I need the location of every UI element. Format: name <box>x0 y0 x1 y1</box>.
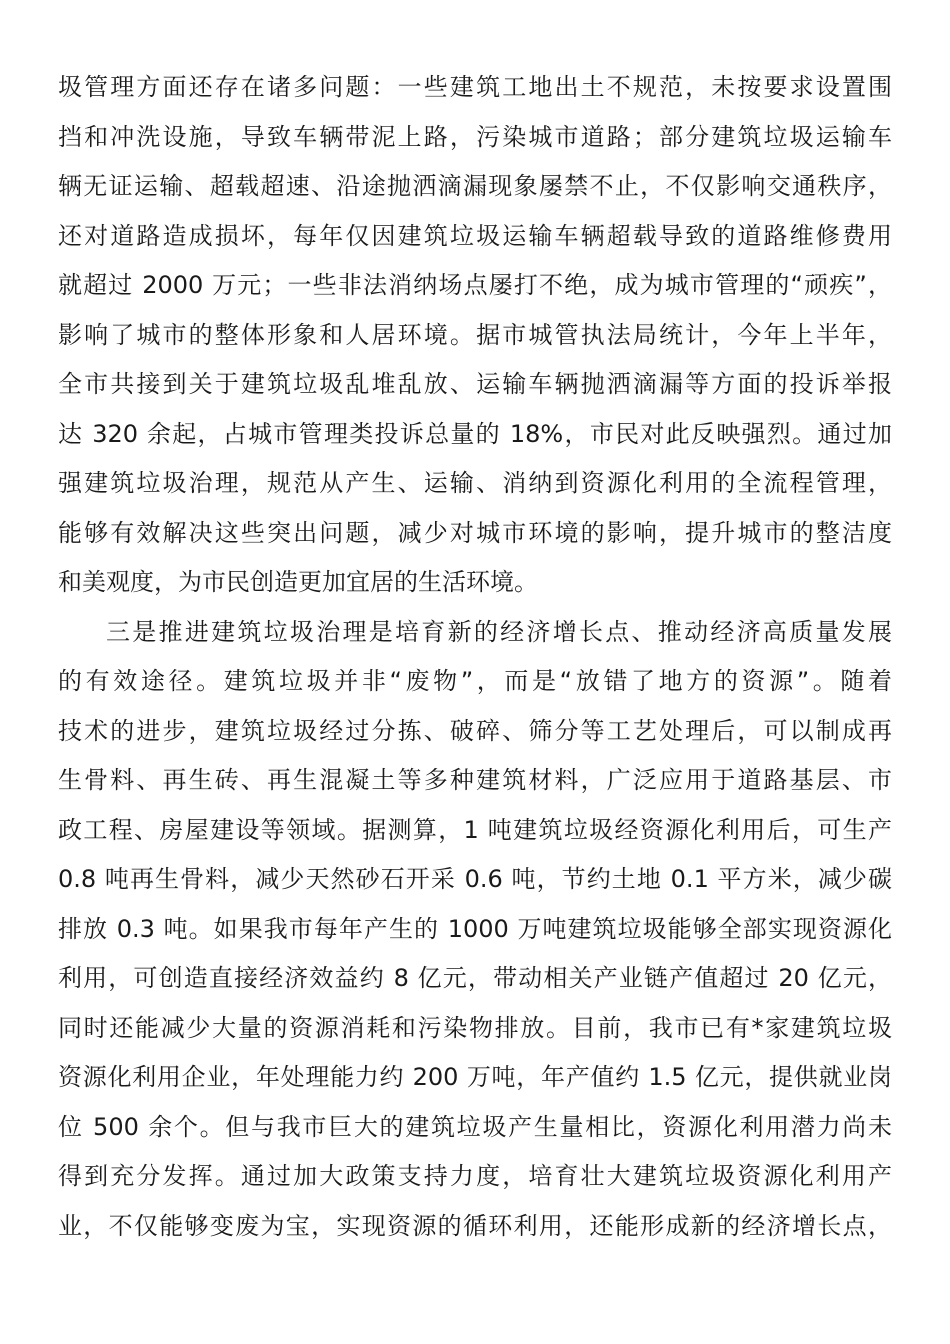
text-line: 排放 0.3 吨。如果我市每年产生的 1000 万吨建筑垃圾能够全部实现资源化 <box>58 914 892 943</box>
body-text <box>58 63 892 1251</box>
text-line: 技术的进步，建筑垃圾经过分拣、破碎、筛分等工艺处理后，可以制成再 <box>58 716 892 745</box>
text-line: 资源化利用企业，年处理能力约 200 万吨，年产值约 1.5 亿元，提供就业岗 <box>58 1063 892 1091</box>
text-line: 0.8 吨再生骨料，减少天然砂石开采 0.6 吨，节约土地 0.1 平方米，减少碳 <box>58 865 892 893</box>
text-line: 强建筑垃圾治理，规范从产生、运输、消纳到资源化利用的全流程管理， <box>58 469 892 497</box>
text-line: 三是推进建筑垃圾治理是培育新的经济增长点、推动经济高质量发展 <box>106 617 892 646</box>
text-line: 同时还能减少大量的资源消耗和污染物排放。目前，我市已有*家建筑垃圾 <box>58 1013 892 1042</box>
text-line: 能够有效解决这些突出问题，减少对城市环境的影响，提升城市的整洁度 <box>58 518 892 547</box>
text-line: 挡和冲洗设施，导致车辆带泥上路，污染城市道路；部分建筑垃圾运输车 <box>58 122 892 151</box>
text-line: 生骨料、再生砖、再生混凝土等多种建筑材料，广泛应用于道路基层、市 <box>58 766 892 794</box>
text-line: 得到充分发挥。通过加大政策支持力度，培育壮大建筑垃圾资源化利用产 <box>58 1162 892 1190</box>
paragraph-2 <box>58 608 892 1252</box>
text-line: 的有效途径。建筑垃圾并非“废物”，而是“放错了地方的资源”。随着 <box>58 667 892 695</box>
text-line: 还对道路造成损坏，每年仅因建筑垃圾运输车辆超载导致的道路维修费用 <box>58 221 892 250</box>
text-line: 辆无证运输、超载超速、沿途抛洒滴漏现象屡禁不止，不仅影响交通秩序， <box>58 172 892 200</box>
paragraph-1 <box>58 63 892 608</box>
text-line: 位 500 余个。但与我市巨大的建筑垃圾产生量相比，资源化利用潜力尚未 <box>58 1112 892 1141</box>
text-line: 圾管理方面还存在诸多问题：一些建筑工地出土不规范，未按要求设置围 <box>58 73 892 101</box>
text-line: 政工程、房屋建设等领域。据测算，1 吨建筑垃圾经资源化利用后，可生产 <box>58 815 892 844</box>
text-line: 全市共接到关于建筑垃圾乱堆乱放、运输车辆抛洒滴漏等方面的投诉举报 <box>58 370 892 398</box>
text-line: 就超过 2000 万元；一些非法消纳场点屡打不绝，成为城市管理的“顽疾”， <box>58 271 892 299</box>
text-line: 达 320 余起，占城市管理类投诉总量的 18%，市民对此反映强烈。通过加 <box>58 419 892 448</box>
text-line: 业，不仅能够变废为宝，实现资源的循环利用，还能形成新的经济增长点， <box>58 1211 892 1240</box>
text-line: 影响了城市的整体形象和人居环境。据市城管执法局统计，今年上半年， <box>58 320 892 349</box>
text-line: 和美观度，为市民创造更加宜居的生活环境。 <box>58 568 538 596</box>
text-line: 利用，可创造直接经济效益约 8 亿元，带动相关产业链产值超过 20 亿元， <box>58 964 892 992</box>
